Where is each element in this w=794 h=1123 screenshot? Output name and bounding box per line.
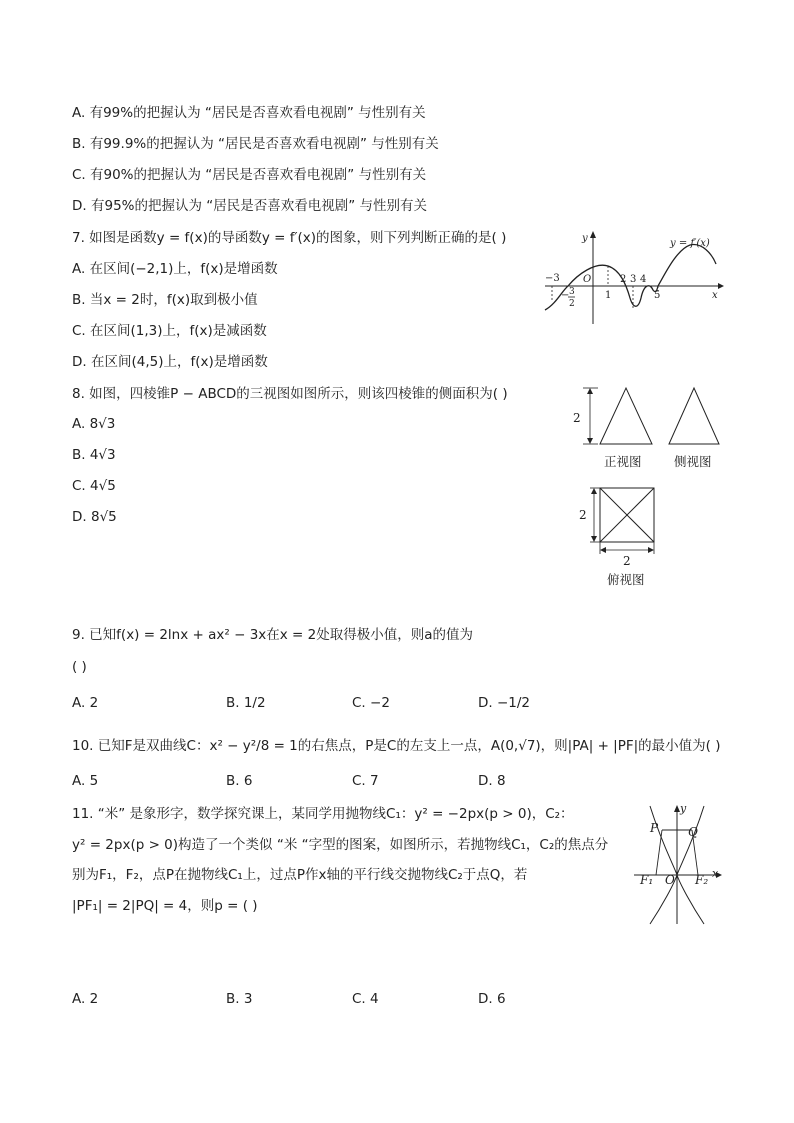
q9-option-c: C. −2	[352, 695, 390, 711]
q11-stem-line2: y² = 2px(p > 0)构造了一个类似 “米 “字型的图案，如图所示，若抛物线C₁，C₂的焦点分	[72, 837, 609, 853]
q8-three-view-figure	[568, 382, 728, 597]
q9-option-a: A. 2	[72, 695, 99, 711]
q7-option-d: D. 在区间(4,5)上，f(x)是增函数	[72, 354, 268, 370]
q7-derivative-graph	[540, 228, 725, 328]
q11-point-q: Q	[688, 825, 698, 839]
q8-side-view-label: 侧视图	[674, 454, 712, 469]
q11-x-axis-label: x	[712, 867, 719, 880]
q11-origin-label: O	[665, 873, 675, 887]
q7-tick-m32-den: 2	[569, 299, 575, 309]
q9-stem: 9. 已知f(x) = 2lnx + ax² − 3x在x = 2处取得极小值，则a的值为	[72, 627, 474, 643]
q7-tick-3: 3	[630, 274, 637, 285]
q10-option-b: B. 6	[226, 773, 253, 789]
q7-option-c: C. 在区间(1,3)上，f(x)是减函数	[72, 323, 267, 339]
q11-option-b: B. 3	[226, 991, 253, 1007]
q7-tick-m32-num: 3	[569, 287, 575, 297]
q6-option-b: B. 有99.9%的把握认为 “居民是否喜欢看电视剧” 与性别有关	[72, 136, 439, 152]
q7-curve-label: y = f′(x)	[670, 238, 710, 249]
q8-stem: 8. 如图，四棱锥P − ABCD的三视图如图所示，则该四棱锥的侧面积为( )	[72, 386, 508, 402]
q11-option-d: D. 6	[478, 991, 506, 1007]
q10-stem: 10. 已知F是双曲线C：x² − y²/8 = 1的右焦点，P是C的左支上一点，A(0,√7)，则|PA| + |PF|的最小值为( )	[72, 738, 721, 754]
q11-option-c: C. 4	[352, 991, 379, 1007]
q7-origin-label: O	[583, 274, 592, 285]
q11-stem-line3: 别为F₁，F₂，点P在抛物线C₁上，过点P作x轴的平行线交抛物线C₂于点Q，若	[72, 867, 528, 883]
q8-front-view-label: 正视图	[604, 454, 642, 469]
q11-stem-line1: 11. “米” 是象形字，数学探究课上，某同学用抛物线C₁：y² = −2px(p > 0)，C₂：	[72, 806, 574, 822]
q7-tick-m3: −3	[545, 273, 560, 284]
q6-option-a: A. 有99%的把握认为 “居民是否喜欢看电视剧” 与性别有关	[72, 105, 426, 121]
q8-top-view-label: 俯视图	[607, 572, 645, 587]
q7-option-a: A. 在区间(−2,1)上，f(x)是增函数	[72, 261, 278, 277]
q10-option-a: A. 5	[72, 773, 99, 789]
q7-tick-2: 2	[620, 274, 627, 285]
q7-tick-m32-sign: −	[561, 290, 570, 301]
q8-front-height-dim: 2	[573, 411, 581, 425]
q7-tick-4: 4	[640, 274, 647, 285]
q11-focus-f1: F₁	[640, 873, 654, 887]
q8-top-width-dim: 2	[623, 554, 631, 568]
q8-option-c: C. 4√5	[72, 478, 116, 494]
q8-top-height-dim: 2	[579, 508, 587, 522]
q11-option-a: A. 2	[72, 991, 99, 1007]
q7-stem: 7. 如图是函数y = f(x)的导函数y = f′(x)的图象，则下列判断正确的是( )	[72, 230, 507, 246]
q7-option-b: B. 当x = 2时，f(x)取到极小值	[72, 292, 258, 308]
q10-option-c: C. 7	[352, 773, 379, 789]
q7-tick-5: 5	[654, 290, 661, 301]
q11-focus-f2: F₂	[695, 873, 709, 887]
q11-y-axis-label: y	[680, 802, 687, 815]
q11-parabola-figure	[630, 800, 730, 930]
q9-paren: ( )	[72, 659, 87, 675]
q9-option-b: B. 1/2	[226, 695, 266, 711]
q6-option-c: C. 有90%的把握认为 “居民是否喜欢看电视剧” 与性别有关	[72, 167, 427, 183]
q8-option-a: A. 8√3	[72, 416, 116, 432]
q8-option-b: B. 4√3	[72, 447, 116, 463]
q10-option-d: D. 8	[478, 773, 506, 789]
q8-option-d: D. 8√5	[72, 509, 117, 525]
q7-x-axis-label: x	[712, 290, 718, 301]
q11-stem-line4: |PF₁| = 2|PQ| = 4，则p = ( )	[72, 898, 258, 914]
q7-y-axis-label: y	[582, 233, 588, 244]
q9-option-d: D. −1/2	[478, 695, 531, 711]
q11-point-p: P	[650, 821, 659, 835]
q6-option-d: D. 有95%的把握认为 “居民是否喜欢看电视剧” 与性别有关	[72, 198, 428, 214]
q7-tick-1: 1	[605, 290, 612, 301]
